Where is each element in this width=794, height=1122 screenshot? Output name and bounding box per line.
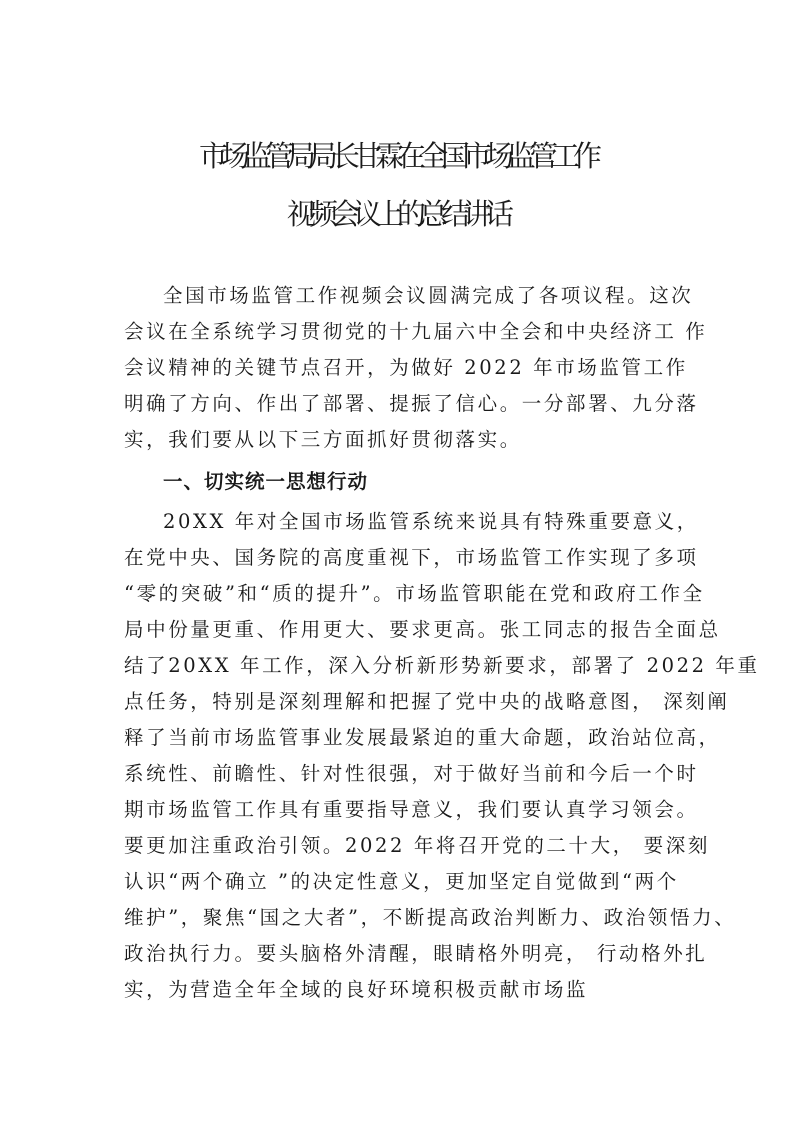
paragraph-line: 系统性、前瞻性、针对性很强，对于做好当前和今后一个时 <box>124 762 699 785</box>
paragraph-line: 全国市场监管工作视频会议圆满完成了各项议程。这次 <box>163 284 694 307</box>
paragraph-line: 结了20XX 年工作，深入分析新形势新要求，部署了 2022 年重 <box>124 654 760 677</box>
section-heading: 一、切实统一思想行动 <box>163 470 369 493</box>
paragraph-line: 要更加注重政治引领。2022 年将召开党的二十大， 要深刻 <box>124 834 710 857</box>
paragraph-line: 认识“两个确立 ”的决定性意义，更加坚定自觉做到“两个 <box>124 870 679 893</box>
paragraph-line: 在党中央、国务院的高度重视下，市场监管工作实现了多项 <box>124 546 699 569</box>
paragraph-line: 实，我们要从以下三方面抓好贯彻落实。 <box>124 428 522 451</box>
paragraph-line: “零的突破”和“质的提升”。市场监管职能在党和政府工作全 <box>124 582 705 605</box>
paragraph-line: 局中份量更重、作用更大、要求更高。张工同志的报告全面总 <box>124 618 721 641</box>
document-title-line-2: 视频会议上的总结讲话 <box>286 197 507 231</box>
paragraph-line: 维护”，聚焦“国之大者”，不断提高政治判断力、政治领悟力、 <box>124 906 737 929</box>
document-title-line-1: 市场监管局局长甘霖在全国市场监管工作 <box>198 139 595 173</box>
paragraph-line: 释了当前市场监管事业发展最紧迫的重大命题，政治站位高， <box>124 726 721 749</box>
paragraph-line: 实，为营造全年全域的良好环境积极贡献市场监 <box>124 978 589 1001</box>
paragraph-line: 期市场监管工作具有重要指导意义，我们要认真学习领会。 <box>124 798 699 821</box>
paragraph-line: 20XX 年对全国市场监管系统来说具有特殊重要意义， <box>163 510 699 533</box>
paragraph-line: 点任务，特别是深刻理解和把握了党中央的战略意图， 深刻阐 <box>124 690 730 713</box>
paragraph-line: 明确了方向、作出了部署、提振了信心。一分部署、九分落 <box>124 392 699 415</box>
paragraph-line: 会议在全系统学习贯彻党的十九届六中全会和中央经济工 作 <box>124 320 708 343</box>
paragraph-line: 政治执行力。要头脑格外清醒，眼睛格外明亮， 行动格外扎 <box>124 942 708 965</box>
paragraph-line: 会议精神的关键节点召开，为做好 2022 年市场监管工作 <box>124 356 688 379</box>
